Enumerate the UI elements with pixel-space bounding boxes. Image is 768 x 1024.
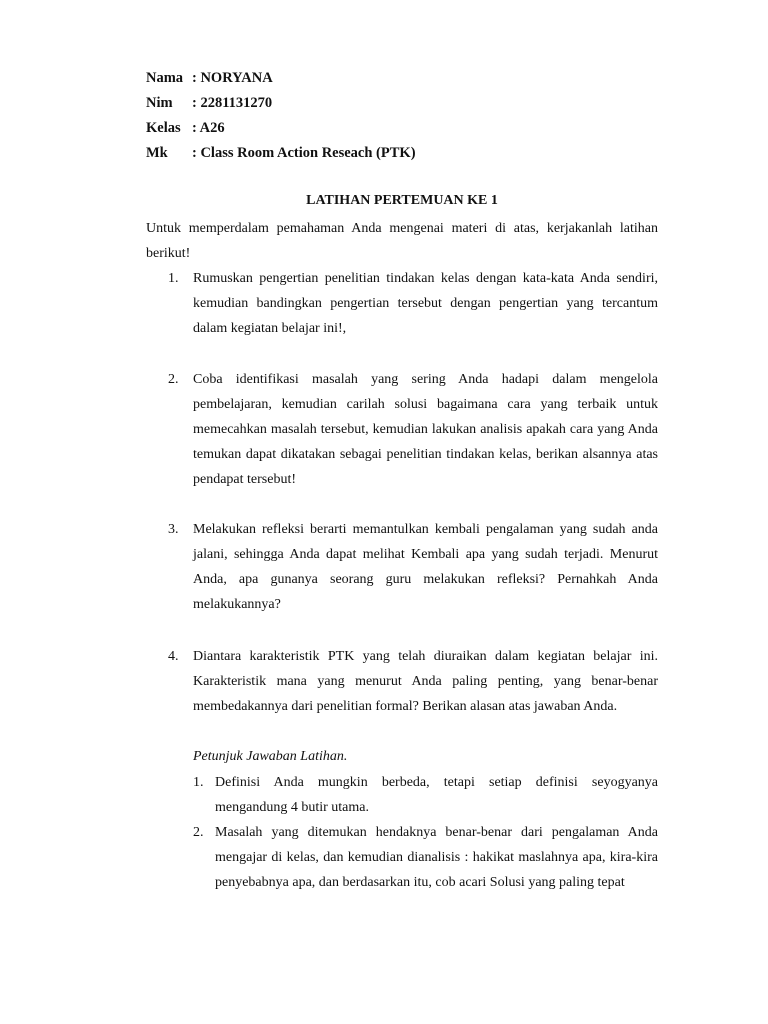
hint-text: Definisi Anda mungkin berbeda, tetapi setiap definisi seyogyanya mengandung 4 butir utama.	[215, 775, 658, 815]
hint-number: 1.	[193, 775, 204, 790]
student-info	[146, 66, 416, 166]
mk-row	[146, 141, 416, 166]
nama-row	[146, 66, 416, 91]
nama-label: Nama	[146, 70, 184, 86]
hints-title: Petunjuk Jawaban Latihan.	[193, 749, 348, 764]
kelas-value: : A26	[192, 120, 225, 136]
nim-value: : 2281131270	[192, 95, 273, 111]
question-number: 3.	[168, 522, 179, 537]
kelas-row	[146, 116, 416, 141]
mk-value: : Class Room Action Reseach (PTK)	[192, 145, 416, 161]
hint-number: 2.	[193, 825, 204, 840]
question-number: 2.	[168, 372, 179, 387]
nim-row	[146, 91, 416, 116]
kelas-label: Kelas	[146, 120, 181, 136]
question-text: Diantara karakteristik PTK yang telah diuraikan dalam kegiatan belajar ini. Karakteristik mana yang menurut Anda paling penting, yang benar-benar membedakannya dari penelitian formal? Berikan alasan atas jawaban Anda.	[193, 649, 658, 714]
mk-label: Mk	[146, 145, 168, 161]
nama-value: : NORYANA	[192, 70, 273, 86]
intro-paragraph: Untuk memperdalam pemahaman Anda mengenai materi di atas, kerjakanlah latihan berikut!	[146, 221, 658, 261]
page-title: LATIHAN PERTEMUAN KE 1	[306, 193, 498, 208]
question-text: Coba identifikasi masalah yang sering Anda hadapi dalam mengelola pembelajaran, kemudian carilah solusi bagaimana cara yang terbaik untuk memecahkan masalah tersebut, kemudian lakukan analisis apakah cara yang Anda temukan dapat dikatakan sebagai penelitian tindakan kelas, berikan alsannya atas pendapat tersebut!	[193, 372, 658, 487]
question-number: 4.	[168, 649, 179, 664]
nim-label: Nim	[146, 95, 173, 111]
hint-text: Masalah yang ditemukan hendaknya benar-benar dari pengalaman Anda mengajar di kelas, dan kemudian dianalisis : hakikat maslahnya apa, kira-kira penyebabnya apa, dan berdasarkan itu, cob acari Solusi yang paling tepat	[215, 825, 658, 890]
question-text: Rumuskan pengertian penelitian tindakan kelas dengan kata-kata Anda sendiri, kemudian bandingkan pengertian tersebut dengan pengertian yang tercantum dalam kegiatan belajar ini!,	[193, 271, 658, 336]
question-number: 1.	[168, 271, 179, 286]
question-text: Melakukan refleksi berarti memantulkan kembali pengalaman yang sudah anda jalani, sehingga Anda dapat melihat Kembali apa yang sudah terjadi. Menurut Anda, apa gunanya seorang guru melakukan refleksi? Pernahkah Anda melakukannya?	[193, 522, 658, 612]
